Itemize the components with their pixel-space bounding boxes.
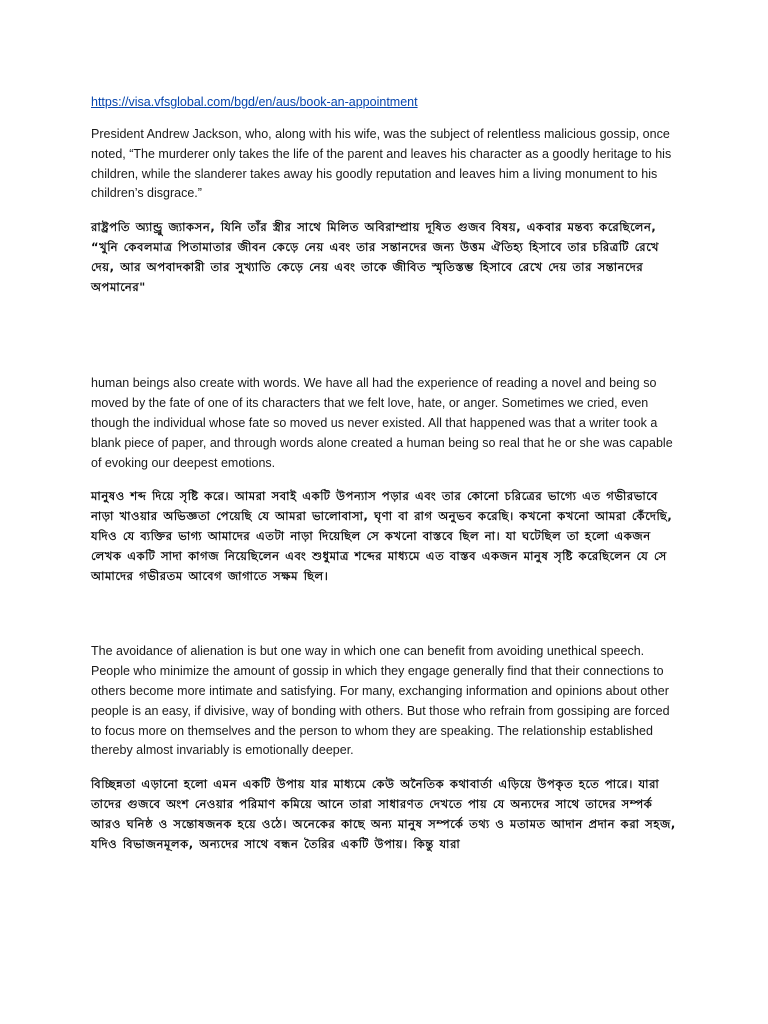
spacer [91,586,682,642]
paragraph-words-create-en: human beings also create with words. We have all had the experience of reading a novel and being so moved by the fate of one of its characters that we felt love, hate, or anger. Sometimes we cried, even though the individual whose fate so moved us never existed. All that happened was that a writer took a blank piece of paper, and through words alone created a human being so real that he or she was capable of evoking our deepest emotions. [91,376,673,470]
paragraph-words-create-bn: মানুষও শব্দ দিয়ে সৃষ্টি করে। আমরা সবাই একটি উপন্যাস পড়ার এবং তার কোনো চরিত্রের ভাগ্যে এত গভীরভাবে নাড়া খাওয়ার অভিজ্ঞতা পেয়েছি যে আমরা ভালোবাসা, ঘৃণা বা রাগ অনুভব করেছি। কখনো কখনো আমরা কেঁদেছি, যদিও যে ব্যক্তির ভাগ্য আমাদের এতটা নাড়া দিয়েছিল সে কখনো বাস্তবে ছিল না। যা ঘটেছিল তা হলো একজন লেখক একটি সাদা কাগজ নিয়েছিলেন এবং শুধুমাত্র শব্দের মাধ্যমে এত বাস্তব একজন মানুষ সৃষ্টি করেছিলেন যে সে আমাদের গভীরতম আবেগ জাগাতে সক্ষম ছিল। [91,489,673,583]
appointment-link[interactable]: https://visa.vfsglobal.com/bgd/en/aus/book-an-appointment [91,95,418,109]
paragraph-alienation-bn: বিচ্ছিন্নতা এড়ানো হলো এমন একটি উপায় যার মাধ্যমে কেউ অনৈতিক কথাবার্তা এড়িয়ে উপকৃত হতে পারে। যারা তাদের গুজবে অংশ নেওয়ার পরিমাণ কমিয়ে আনে তারা সাধারণত দেখতে পায় যে অন্যদের সাথে তাদের সম্পর্ক আরও ঘনিষ্ঠ ও সন্তোষজনক হয়ে ওঠে। অনেকের কাছে অন্য মানুষ সম্পর্কে তথ্য ও মতামত আদান প্রদান করা সহজ, যদিও বিভাজনমূলক, অন্যদের সাথে বন্ধন তৈরির একটি উপায়। কিন্তু যারা [91,777,676,851]
paragraph-alienation-en: The avoidance of alienation is but one way in which one can benefit from avoiding unethical speech. People who minimize the amount of gossip in which they engage generally find that their connections to others become more intimate and satisfying. For many, exchanging information and opinions about other people is an easy, if divisive, way of bonding with others. But those who refrain from gossiping are forced to focus more on themselves and the person to whom they are speaking. The relationship established thereby almost invariably is emotionally deeper. [91,644,670,758]
spacer [91,761,682,775]
paragraph-jackson-quote-en: President Andrew Jackson, who, along with his wife, was the subject of relentless malicious gossip, once noted, “The murderer only takes the life of the parent and leaves his character as a goodly heritage to his children, while the slanderer takes away his goodly reputation and leaves him a living monument to his children’s disgrace.” [91,127,672,201]
spacer [91,297,682,374]
paragraph-jackson-quote-bn: রাষ্ট্রপতি অ্যান্ড্রু জ্যাকসন, যিনি তাঁর স্ত্রীর সাথে মিলিত অবিরাম্প্রায় দূষিত গুজব বিষয়, একবার মন্তব্য করেছিলেন, “খুনি কেবলমাত্র পিতামাতার জীবন কেড়ে নেয় এবং তার সন্তানদের জন্য উত্তম ঐতিহ্য হিসাবে তার চরিত্রটি রেখে দেয়, আর অপবাদকারী তার সুখ্যাতি কেড়ে নেয় এবং তাকে জীবিত স্মৃতিস্তম্ভ হিসাবে রেখে দেয় তার সন্তানদের অপমানের" [91,220,659,294]
spacer [91,473,682,487]
spacer [91,204,682,218]
